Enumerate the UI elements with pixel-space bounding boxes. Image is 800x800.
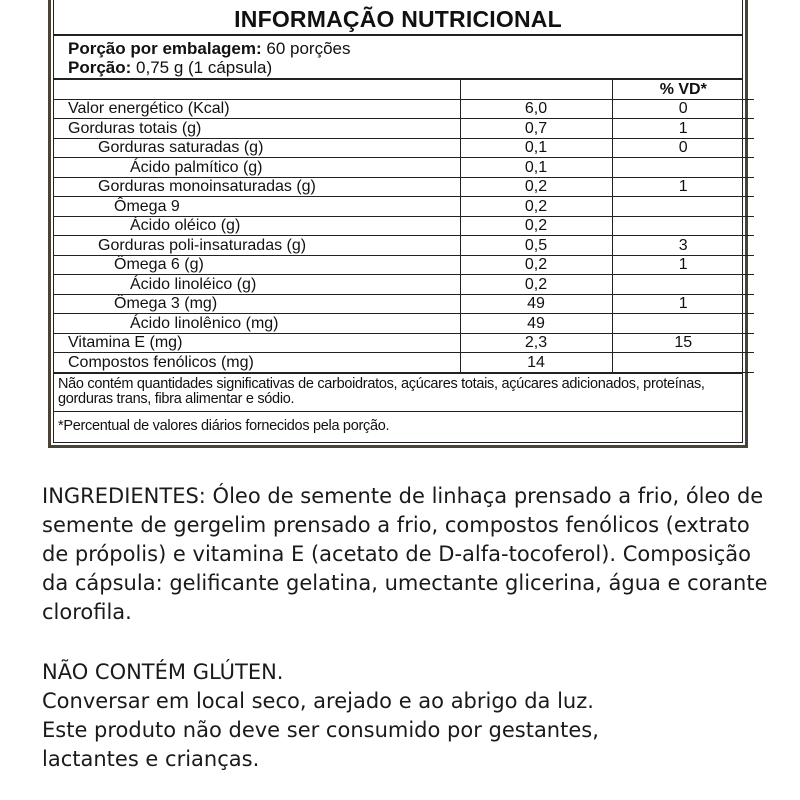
nutrient-amount: 0,2 — [460, 275, 612, 295]
nutrient-vd: 1 — [612, 294, 754, 314]
nutrient-amount: 0,2 — [460, 216, 612, 236]
nutrient-name: Gorduras totais (g) — [54, 119, 460, 139]
nutrient-vd: 0 — [612, 99, 754, 119]
nutrient-amount: 0,1 — [460, 138, 612, 158]
portion-size — [68, 58, 742, 77]
nutrient-vd: 1 — [612, 255, 754, 275]
portion-per-package-label: Porção por embalagem: — [68, 39, 262, 58]
nutrient-amount: 49 — [460, 294, 612, 314]
warnings-block — [42, 658, 782, 774]
table-row — [54, 119, 754, 139]
nutrient-amount: 2,3 — [460, 333, 612, 353]
nutrient-vd: 3 — [612, 236, 754, 256]
nutrient-name: Gorduras monoinsaturadas (g) — [54, 177, 460, 197]
portion-size-value: 0,75 g (1 cápsula) — [131, 58, 273, 77]
nutrition-facts-frame — [53, 0, 743, 443]
nutrient-vd: 1 — [612, 177, 754, 197]
portion-per-package — [68, 39, 742, 58]
nutrient-vd — [612, 353, 754, 373]
table-row — [54, 314, 754, 334]
nutrient-name: Ácido oléico (g) — [54, 216, 460, 236]
nutrient-amount: 49 — [460, 314, 612, 334]
nutrient-name: Ômega 9 — [54, 197, 460, 217]
table-row — [54, 158, 754, 178]
table-row — [54, 177, 754, 197]
not-significant-note: Não contém quantidades significativas de carboidratos, açúcares totais, açúcares adicionados, proteínas, gorduras trans, fibra alimentar e sódio. — [54, 373, 742, 412]
nutrient-vd: 15 — [612, 333, 754, 353]
table-row — [54, 99, 754, 119]
nutrition-title: INFORMAÇÃO NUTRICIONAL — [54, 0, 742, 36]
nutrient-name: Ácido linolênico (mg) — [54, 314, 460, 334]
table-row — [54, 197, 754, 217]
header-nutrient-cell — [54, 80, 460, 99]
ingredients-text: INGREDIENTES: Óleo de semente de linhaça prensado a frio, óleo de semente de gergelim prensado a frio, compostos fenólicos (extrato de própolis) e vitamina E (acetato de D-alfa-tocoferol). Composição da cápsula: gelificante gelatina, umectante glicerina, água e corante clorofila. — [42, 484, 768, 624]
nutrient-vd — [612, 275, 754, 295]
nutrient-amount: 14 — [460, 353, 612, 373]
nutrient-amount: 0,7 — [460, 119, 612, 139]
table-row — [54, 138, 754, 158]
table-row — [54, 236, 754, 256]
nutrient-name: Compostos fenólicos (mg) — [54, 353, 460, 373]
portion-size-label: Porção: — [68, 58, 132, 77]
table-row — [54, 275, 754, 295]
nutrient-vd: 1 — [612, 119, 754, 139]
gluten-warning: NÃO CONTÉM GLÚTEN. — [42, 660, 284, 684]
header-amount-cell — [460, 80, 612, 99]
nutrient-name: Vitamina E (mg) — [54, 333, 460, 353]
storage-instructions: Conversar em local seco, arejado e ao abrigo da luz. — [42, 689, 594, 713]
table-row — [54, 294, 754, 314]
nutrient-name: Ômega 3 (mg) — [54, 294, 460, 314]
nutrient-vd — [612, 216, 754, 236]
nutrient-name: Ômega 6 (g) — [54, 255, 460, 275]
header-vd-cell: % VD* — [612, 80, 754, 99]
nutrient-vd — [612, 197, 754, 217]
portion-per-package-value: 60 porções — [261, 39, 351, 58]
portion-info — [54, 36, 742, 80]
nutrient-vd — [612, 314, 754, 334]
nutrient-vd — [612, 158, 754, 178]
nutrition-facts-label — [48, 0, 748, 448]
table-row — [54, 333, 754, 353]
nutrient-name: Gorduras saturadas (g) — [54, 138, 460, 158]
table-header-row — [54, 80, 754, 99]
nutrient-name: Gorduras poli-insaturadas (g) — [54, 236, 460, 256]
nutrient-name: Ácido linoléico (g) — [54, 275, 460, 295]
nutrient-amount: 0,5 — [460, 236, 612, 256]
nutrient-amount: 0,2 — [460, 255, 612, 275]
nutrient-amount: 0,1 — [460, 158, 612, 178]
table-row — [54, 353, 754, 373]
consumption-warning-line-2: lactantes e crianças. — [42, 747, 260, 771]
nutrient-vd: 0 — [612, 138, 754, 158]
consumption-warning-line-1: Este produto não deve ser consumido por gestantes, — [42, 718, 599, 742]
nutrient-amount: 0,2 — [460, 197, 612, 217]
daily-value-footnote: *Percentual de valores diários fornecidos pela porção. — [58, 417, 390, 434]
nutrient-name: Ácido palmítico (g) — [54, 158, 460, 178]
table-row — [54, 255, 754, 275]
nutrient-amount: 6,0 — [460, 99, 612, 119]
nutrition-table — [54, 80, 754, 373]
nutrient-name: Valor energético (Kcal) — [54, 99, 460, 119]
table-row — [54, 216, 754, 236]
nutrient-amount: 0,2 — [460, 177, 612, 197]
